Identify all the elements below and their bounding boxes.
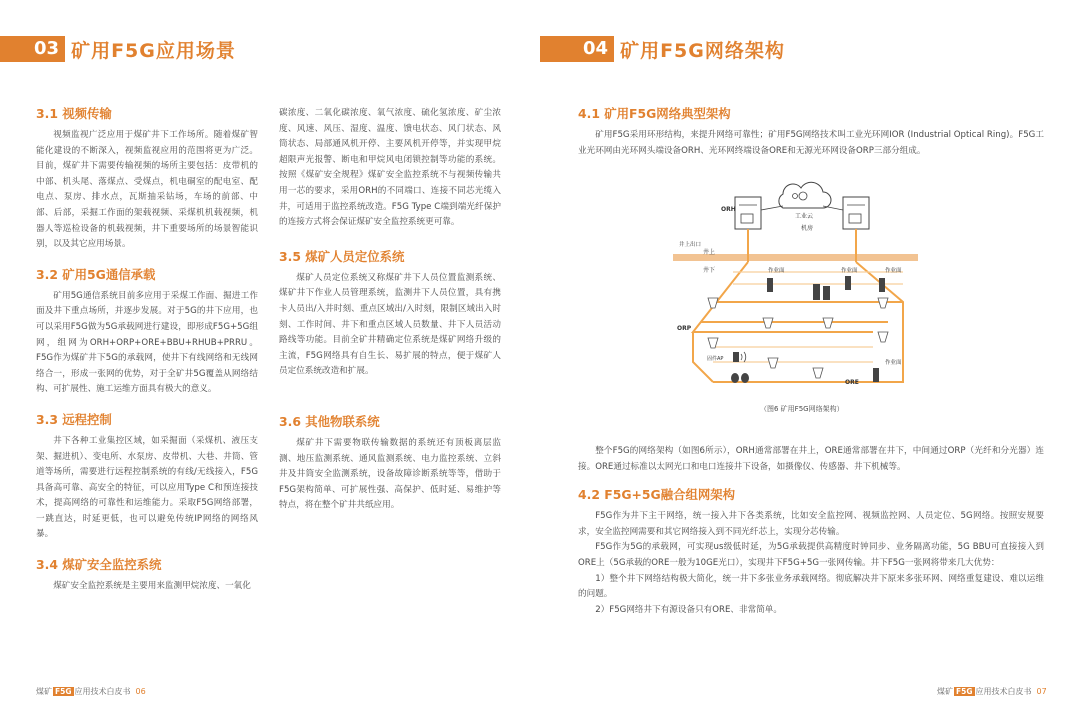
f5g-network-diagram — [673, 172, 918, 420]
wireless-ap-icon — [733, 352, 746, 362]
section-heading: 4.1 矿用F5G网络典型架构 — [578, 106, 731, 121]
section-heading: 3.6 其他物联系统 — [279, 413, 380, 429]
footer-left — [36, 686, 146, 697]
paragraph: 煤矿人员定位系统又称煤矿井下人员位置监测系统、煤矿井下作业人员管理系统，监测井下人员位置，具有携卡人员出/入井时刻、重点区域出/入时刻，限制区域出入时刻、工作时间、井下和重点区域人员数量、井下人员活动路线等功能。目前全矿井精确定位系统是煤矿网络升级的主流，F5G网络具有自生长、易扩展的特点，便于煤矿人员定位系统改造和扩展。 — [279, 272, 501, 377]
page-number: 06 — [135, 687, 146, 696]
below-ground-label: 井下 — [703, 267, 716, 274]
section-3-6 — [279, 414, 501, 514]
section-heading: 3.1 视频传输 — [36, 106, 112, 121]
paragraph: 井下各种工业集控区域，如采掘面（采煤机、液压支架、掘进机）、变电所、水泵房、皮带机、大巷、井筒、管道等场所，需要进行远程控制系统的有线/无线接入，F5G具备高可靠、高安全的特征，可以应用Type C和预连接技术，提高网络的可靠性和运维能力。采取F5G网络部署，一跳直达，时延更低，也可以避免传统IP网络的网络风暴。 — [36, 435, 258, 540]
mining-equipment-icons — [767, 276, 885, 382]
orh-device-right — [843, 197, 869, 229]
workface-label: 作业面 — [885, 360, 902, 366]
section-3-1 — [36, 106, 258, 253]
ap-label: 固件AP — [707, 356, 724, 362]
branch-fibers — [713, 272, 903, 362]
paragraph: 煤矿井下需要物联传输数据的系统还有顶板离层监测、地压监测系统、通风监测系统、电力监控系统、立斜井及井筒安全监测系统，设备故障诊断系统等等，借助于F5G架构简单、可扩展性强、高保护、低时延、易维护等特点，将在整个矿井共纸应用。 — [279, 437, 501, 511]
section-heading: 3.5 煤矿人员定位系统 — [279, 248, 405, 264]
chapter-04-banner — [540, 36, 785, 62]
section-heading: 3.3 远程控制 — [36, 411, 112, 427]
industrial-cloud-icon — [779, 182, 831, 208]
chapter-title: 矿用F5G网络架构 — [620, 39, 785, 62]
chapter-number: 03 — [0, 36, 65, 62]
section-3-5 — [279, 249, 501, 380]
paragraph: 矿用5G通信系统目前多应用于采煤工作面、掘进工作面及井下重点场所，并逐步发展。对于5G的井下应用，也可以采用F5G做为5G承载网进行建设，即形成F5G+5G组网，组网为ORH+ORP+ORE+BBU+RHUB+PRRU。F5G作为煤矿井下5G的承载网，使井下有线网络和无线网络合一，形成一张网的优势，对于全矿井5G覆盖从网络结构、可扩展性、施工运维方面具有极大的意义。 — [36, 290, 258, 395]
left-column — [36, 106, 258, 595]
footer-right — [937, 686, 1047, 697]
orh-cloud-link — [761, 206, 783, 210]
orp-label: ORP — [677, 325, 692, 332]
paragraph-continued: 碳浓度、二氧化碳浓度、氧气浓度、硫化氢浓度、矿尘浓度、风速、风压、湿度、温度、馈电状态、风门状态、风筒状态、局部通风机开停、主要风机开停等，并实现甲烷超限声光报警、断电和甲烷风电闭锁控制等功能的系统。按照《煤矿安全规程》煤矿安全监控系统不与视频传输共用一芯的要求，采用ORH的不同端口、连接不同芯光缆入井，可适用于监控系统改造。F5G Type C端到端光纤保护的连接方式将会保证煤矿安全监控系统更可靠。 — [279, 108, 501, 228]
section-3-4 — [36, 557, 258, 595]
section-4-1 — [578, 106, 1044, 159]
footer-badge: F5G — [55, 687, 72, 696]
footer-text: 应用技术白皮书 — [975, 687, 1032, 696]
orh-device-left — [735, 197, 761, 229]
chapter-03-banner — [0, 36, 236, 62]
paragraph: 1）整个井下网络结构极大简化，统一井下多张业务承载网络。彻底解决井下原来多张环网、网络重复建设、难以运维的问题。 — [578, 573, 1044, 600]
figure-caption: （图6 矿用F5G网络架构） — [760, 405, 844, 413]
section-heading: 3.2 矿用5G通信承载 — [36, 266, 156, 282]
paragraph: 整个F5G的网络架构（如图6所示），ORH通常部署在井上，ORE通常部署在井下，中间通过ORP（光纤和分光器）连接。ORE通过标准以太网光口和电口连接井下设备，如摄像仪、传感器、井下机械等。 — [578, 446, 1044, 472]
workface-label: 作业面 — [768, 268, 785, 274]
footer-badge: F5G — [956, 687, 973, 696]
optical-ring — [693, 262, 903, 382]
paragraph: 煤矿安全监控系统是主要用来监测甲烷浓度、一氧化 — [53, 581, 251, 592]
section-3-2 — [36, 267, 258, 398]
middle-column — [279, 106, 501, 514]
section-3-3 — [36, 412, 258, 543]
orp-nodes — [708, 298, 888, 378]
orh-cloud-link — [823, 206, 843, 210]
footer-text: 应用技术白皮书 — [74, 687, 131, 696]
page-number: 07 — [1036, 687, 1047, 696]
footer-text: 煤矿 — [937, 687, 953, 696]
paragraph: 矿用F5G采用环形结构，来提升网络可靠性；矿用F5G网络技术叫工业光环网IOR (Industrial Optical Ring)。F5G工业光环网由光环网头端设备ORH、光环网终端设备ORE和无源光环网设备ORP三部分组成。 — [578, 130, 1044, 156]
workface-label: 作业面 — [841, 268, 858, 274]
workface-label: 作业面 — [885, 268, 902, 274]
orh-label: ORH — [721, 206, 736, 213]
above-ground-label: 井上 — [703, 249, 716, 256]
footer-text: 煤矿 — [36, 687, 52, 696]
chapter-number: 04 — [540, 36, 614, 62]
paragraph: F5G作为5G的承载网，可实现us级低时延，为5G承载提供高精度时钟同步、业务隔离功能，5G BBU可直接接入到ORE上（5G承载的ORE一般为10GE光口），实现井下F5G+5G一张网传输。井下F5G一张网将带来几大优势： — [578, 542, 1044, 568]
chapter-title: 矿用F5G应用场景 — [71, 39, 236, 62]
ore-label: ORE — [845, 379, 859, 386]
section-4-2 — [578, 487, 1044, 618]
cloud-label: 工业云 — [795, 213, 814, 220]
room-label: 机房 — [801, 225, 814, 232]
section-heading: 3.4 煤矿安全监控系统 — [36, 557, 162, 573]
section-4-1-continued — [578, 444, 1044, 618]
section-heading: 4.2 F5G+5G融合组网架构 — [578, 487, 736, 503]
paragraph: 视频监视广泛应用于煤矿井下工作场所。随着煤矿智能化建设的不断深入，视频监视应用的范围将更为广泛。目前，煤矿井下需要传输视频的场所主要包括：皮带机的中部、机头尾、落煤点、受煤点，机电硐室的配电室、配电点、泵房、排水点，瓦斯抽采钻场，车场的前部、中部、后部，采掘工作面的架载视频、采煤机机载视频，机器人等巡检设备的机载视频，井下重要场所的场景智能识别，以及其它应用场景。 — [36, 130, 258, 250]
paragraph: 2）F5G网络井下有源设备只有ORE、非常简单。 — [595, 604, 782, 615]
shaft-exit-label: 井上出口 — [679, 242, 702, 248]
paragraph: F5G作为井下主干网络，统一接入井下各类系统，比如安全监控网、视频监控网、人员定位、5G网络。按照安规要求，安全监控网需要和其它网络接入到不同光纤芯上，实现分芯传输。 — [578, 511, 1044, 537]
